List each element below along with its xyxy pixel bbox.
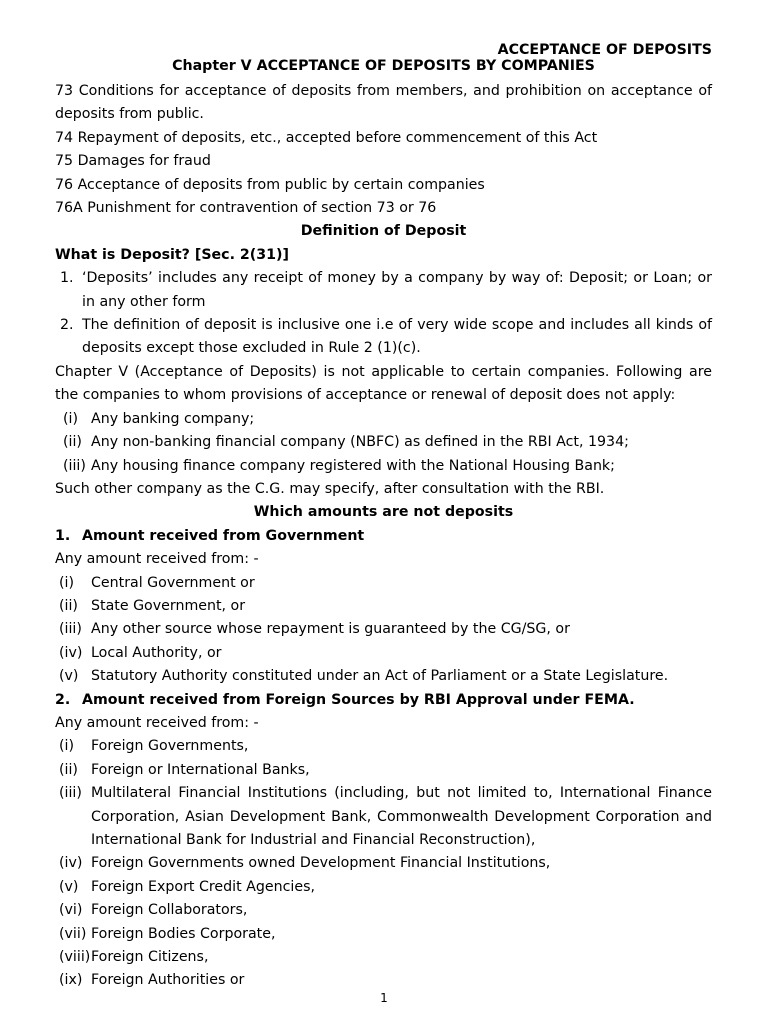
list-text: Foreign Governments owned Development Financial Institutions,: [91, 855, 551, 872]
list-marker: (iv): [59, 644, 83, 661]
list-text: State Government, or: [91, 597, 246, 614]
list-marker: 1.: [60, 270, 74, 287]
foreign-source-item: [55, 876, 712, 899]
list-text: Any non-banking financial company (NBFC) as defined in the RBI Act, 1934;: [91, 434, 629, 451]
list-marker: (v): [59, 878, 79, 895]
government-source-item: [55, 642, 712, 665]
list-marker: (iii): [63, 457, 86, 474]
section-73: 73 Conditions for acceptance of deposits from members, and prohibition on acceptance of deposits from public.: [55, 83, 712, 123]
foreign-source-item: [55, 759, 712, 782]
foreign-source-item: [55, 782, 712, 852]
deposit-point: [55, 314, 712, 361]
list-text: Foreign Governments,: [91, 738, 249, 755]
section-75: 75 Damages for fraud: [55, 153, 211, 170]
running-header: ACCEPTANCE OF DEPOSITS: [497, 42, 712, 58]
list-marker: (iv): [59, 855, 83, 872]
list-marker: (i): [59, 574, 75, 591]
definition-heading: Definition of Deposit: [300, 223, 467, 240]
list-text: Foreign Authorities or: [91, 972, 245, 989]
list-text: Statutory Authority constituted under an Act of Parliament or a State Legislature.: [91, 668, 669, 685]
other-company-line: Such other company as the C.G. may specify, after consultation with the RBI.: [55, 480, 605, 497]
exempt-company-item: [55, 455, 712, 478]
list-text: Foreign or International Banks,: [91, 761, 310, 778]
foreign-source-item: [55, 735, 712, 758]
list-marker: 2.: [60, 317, 74, 334]
list-text: Any banking company;: [91, 410, 255, 427]
government-source-item: [55, 595, 712, 618]
list-marker: (i): [63, 410, 79, 427]
list-marker: (vii): [59, 925, 87, 942]
group-heading-text: Amount received from Government: [82, 527, 365, 544]
list-marker: (iii): [59, 621, 82, 638]
list-marker: (viii): [59, 949, 91, 966]
group-intro: Any amount received from: -: [55, 714, 259, 731]
group-marker: 1.: [55, 527, 71, 544]
list-marker: (iii): [59, 785, 82, 802]
group-heading-text: Amount received from Foreign Sources by RBI Approval under FEMA.: [82, 691, 635, 708]
list-text: Any housing finance company registered with the National Housing Bank;: [91, 457, 615, 474]
list-text: Central Government or: [91, 574, 255, 591]
list-marker: (vi): [59, 902, 83, 919]
list-text: Foreign Bodies Corporate,: [91, 925, 276, 942]
government-source-item: [55, 618, 712, 641]
section-74: 74 Repayment of deposits, etc., accepted before commencement of this Act: [55, 129, 598, 146]
group-heading-government: [55, 525, 712, 548]
applicability-paragraph: Chapter V (Acceptance of Deposits) is not applicable to certain companies. Following are the companies to whom provisions of acceptance or renewal of deposit does not apply:: [55, 363, 712, 404]
chapter-title: Chapter V ACCEPTANCE OF DEPOSITS BY COMPANIES: [172, 58, 595, 74]
list-marker: (ii): [59, 761, 78, 778]
list-text: Foreign Citizens,: [91, 949, 209, 966]
list-marker: (ix): [59, 972, 83, 989]
list-marker: (ii): [63, 434, 82, 451]
list-marker: (i): [59, 738, 75, 755]
deposit-point: [55, 267, 712, 314]
group-heading-foreign: [55, 689, 712, 712]
exempt-company-item: [55, 408, 712, 431]
list-text: Foreign Export Credit Agencies,: [91, 878, 315, 895]
foreign-source-item: [55, 923, 712, 946]
section-76a: 76A Punishment for contravention of section 73 or 76: [55, 200, 437, 217]
list-text: Multilateral Financial Institutions (including, but not limited to, International Finance Corporation, Asian Development Bank, Commonwealth Development Corporation and International Bank for Industrial and Financial Reconstruction),: [91, 785, 712, 848]
foreign-source-item: [55, 852, 712, 875]
list-text: The definition of deposit is inclusive one i.e of very wide scope and includes all kinds of deposits except those excluded in Rule 2 (1)(c).: [82, 317, 712, 357]
list-marker: (ii): [59, 597, 78, 614]
list-text: Foreign Collaborators,: [91, 902, 248, 919]
section-76: 76 Acceptance of deposits from public by certain companies: [55, 176, 485, 193]
list-text: ‘Deposits’ includes any receipt of money by a company by way of: Deposit; or Loan; or in any other form: [82, 270, 712, 310]
foreign-source-item: [55, 899, 712, 922]
list-text: Any other source whose repayment is guaranteed by the CG/SG, or: [91, 621, 570, 638]
group-marker: 2.: [55, 691, 71, 708]
government-source-item: [55, 572, 712, 595]
exempt-company-item: [55, 431, 712, 454]
government-source-item: [55, 665, 712, 688]
document-page: [55, 40, 712, 993]
page-number: 1: [380, 991, 388, 1005]
foreign-source-item: [55, 969, 712, 992]
list-marker: (v): [59, 668, 79, 685]
foreign-source-item: [55, 946, 712, 969]
list-text: Local Authority, or: [91, 644, 222, 661]
not-deposits-heading: Which amounts are not deposits: [253, 504, 514, 521]
group-intro: Any amount received from: -: [55, 551, 259, 568]
what-is-deposit-heading: What is Deposit? [Sec. 2(31)]: [55, 246, 289, 263]
